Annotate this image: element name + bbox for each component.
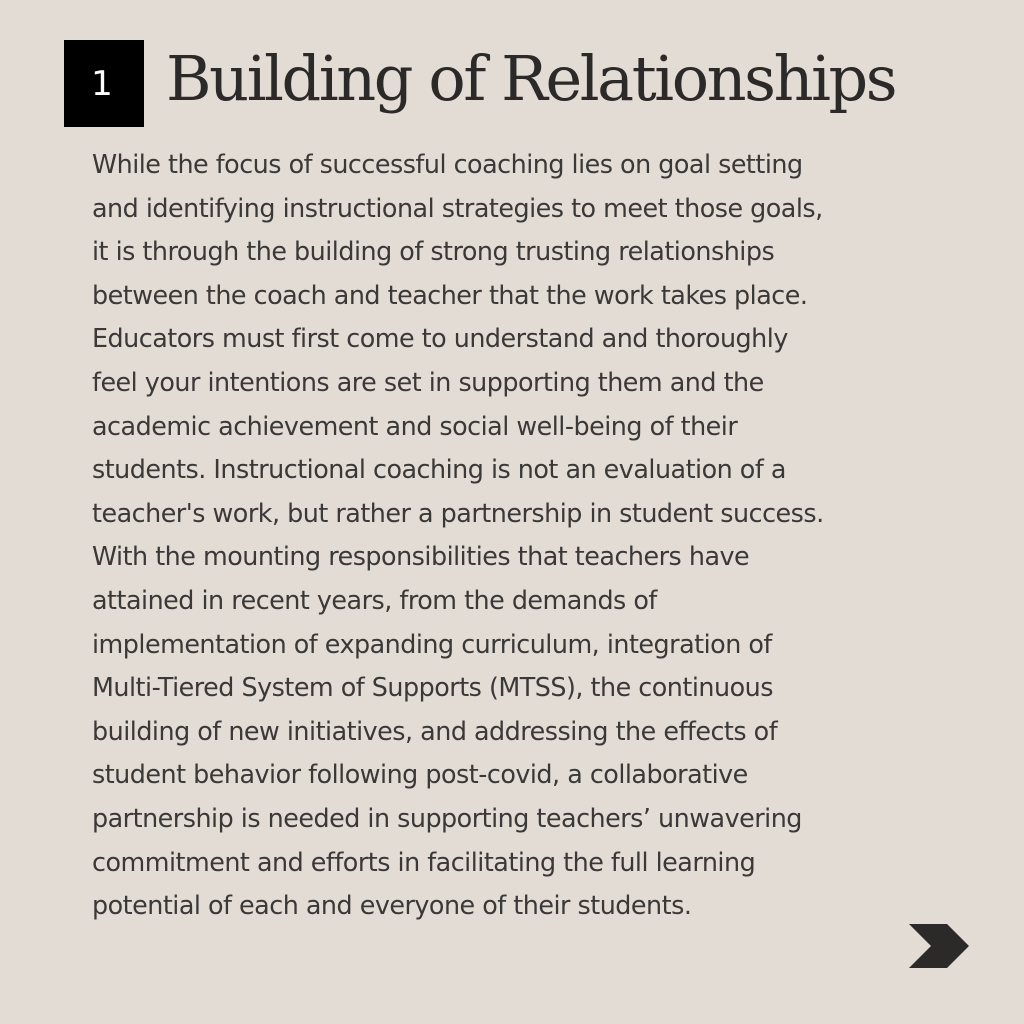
section-number-badge <box>64 40 144 127</box>
body-line: commitment and efforts in facilitating the full learning <box>92 846 756 877</box>
chevron-right-icon <box>908 921 970 971</box>
section-number: 1 <box>91 63 113 104</box>
body-line: partnership is needed in supporting teachers’ unwavering <box>92 802 802 833</box>
body-line: potential of each and everyone of their students. <box>92 890 692 921</box>
body-line: academic achievement and social well-being of their <box>92 410 738 441</box>
body-line: With the mounting responsibilities that teachers have <box>92 541 750 572</box>
body-line: feel your intentions are set in supporting them and the <box>92 366 764 397</box>
body-line: Educators must first come to understand and thoroughly <box>92 323 788 354</box>
body-line: attained in recent years, from the demands of <box>92 584 657 615</box>
next-button[interactable] <box>908 921 970 971</box>
body-line: teacher's work, but rather a partnership in student success. <box>92 497 824 528</box>
body-line: it is through the building of strong trusting relationships <box>92 236 775 267</box>
body-line: between the coach and teacher that the work takes place. <box>92 279 808 310</box>
body-line: While the focus of successful coaching lies on goal setting <box>92 149 803 179</box>
body-line: implementation of expanding curriculum, integration of <box>92 628 772 659</box>
body-line: and identifying instructional strategies to meet those goals, <box>92 192 823 223</box>
body-line: building of new initiatives, and addressing the effects of <box>92 715 778 746</box>
body-line: students. Instructional coaching is not an evaluation of a <box>92 454 786 485</box>
body-line: Multi-Tiered System of Supports (MTSS), the continuous <box>92 672 773 703</box>
body-line: student behavior following post-covid, a collaborative <box>92 759 748 790</box>
body-paragraph <box>92 143 912 928</box>
page-title: Building of Relationships <box>166 42 896 115</box>
